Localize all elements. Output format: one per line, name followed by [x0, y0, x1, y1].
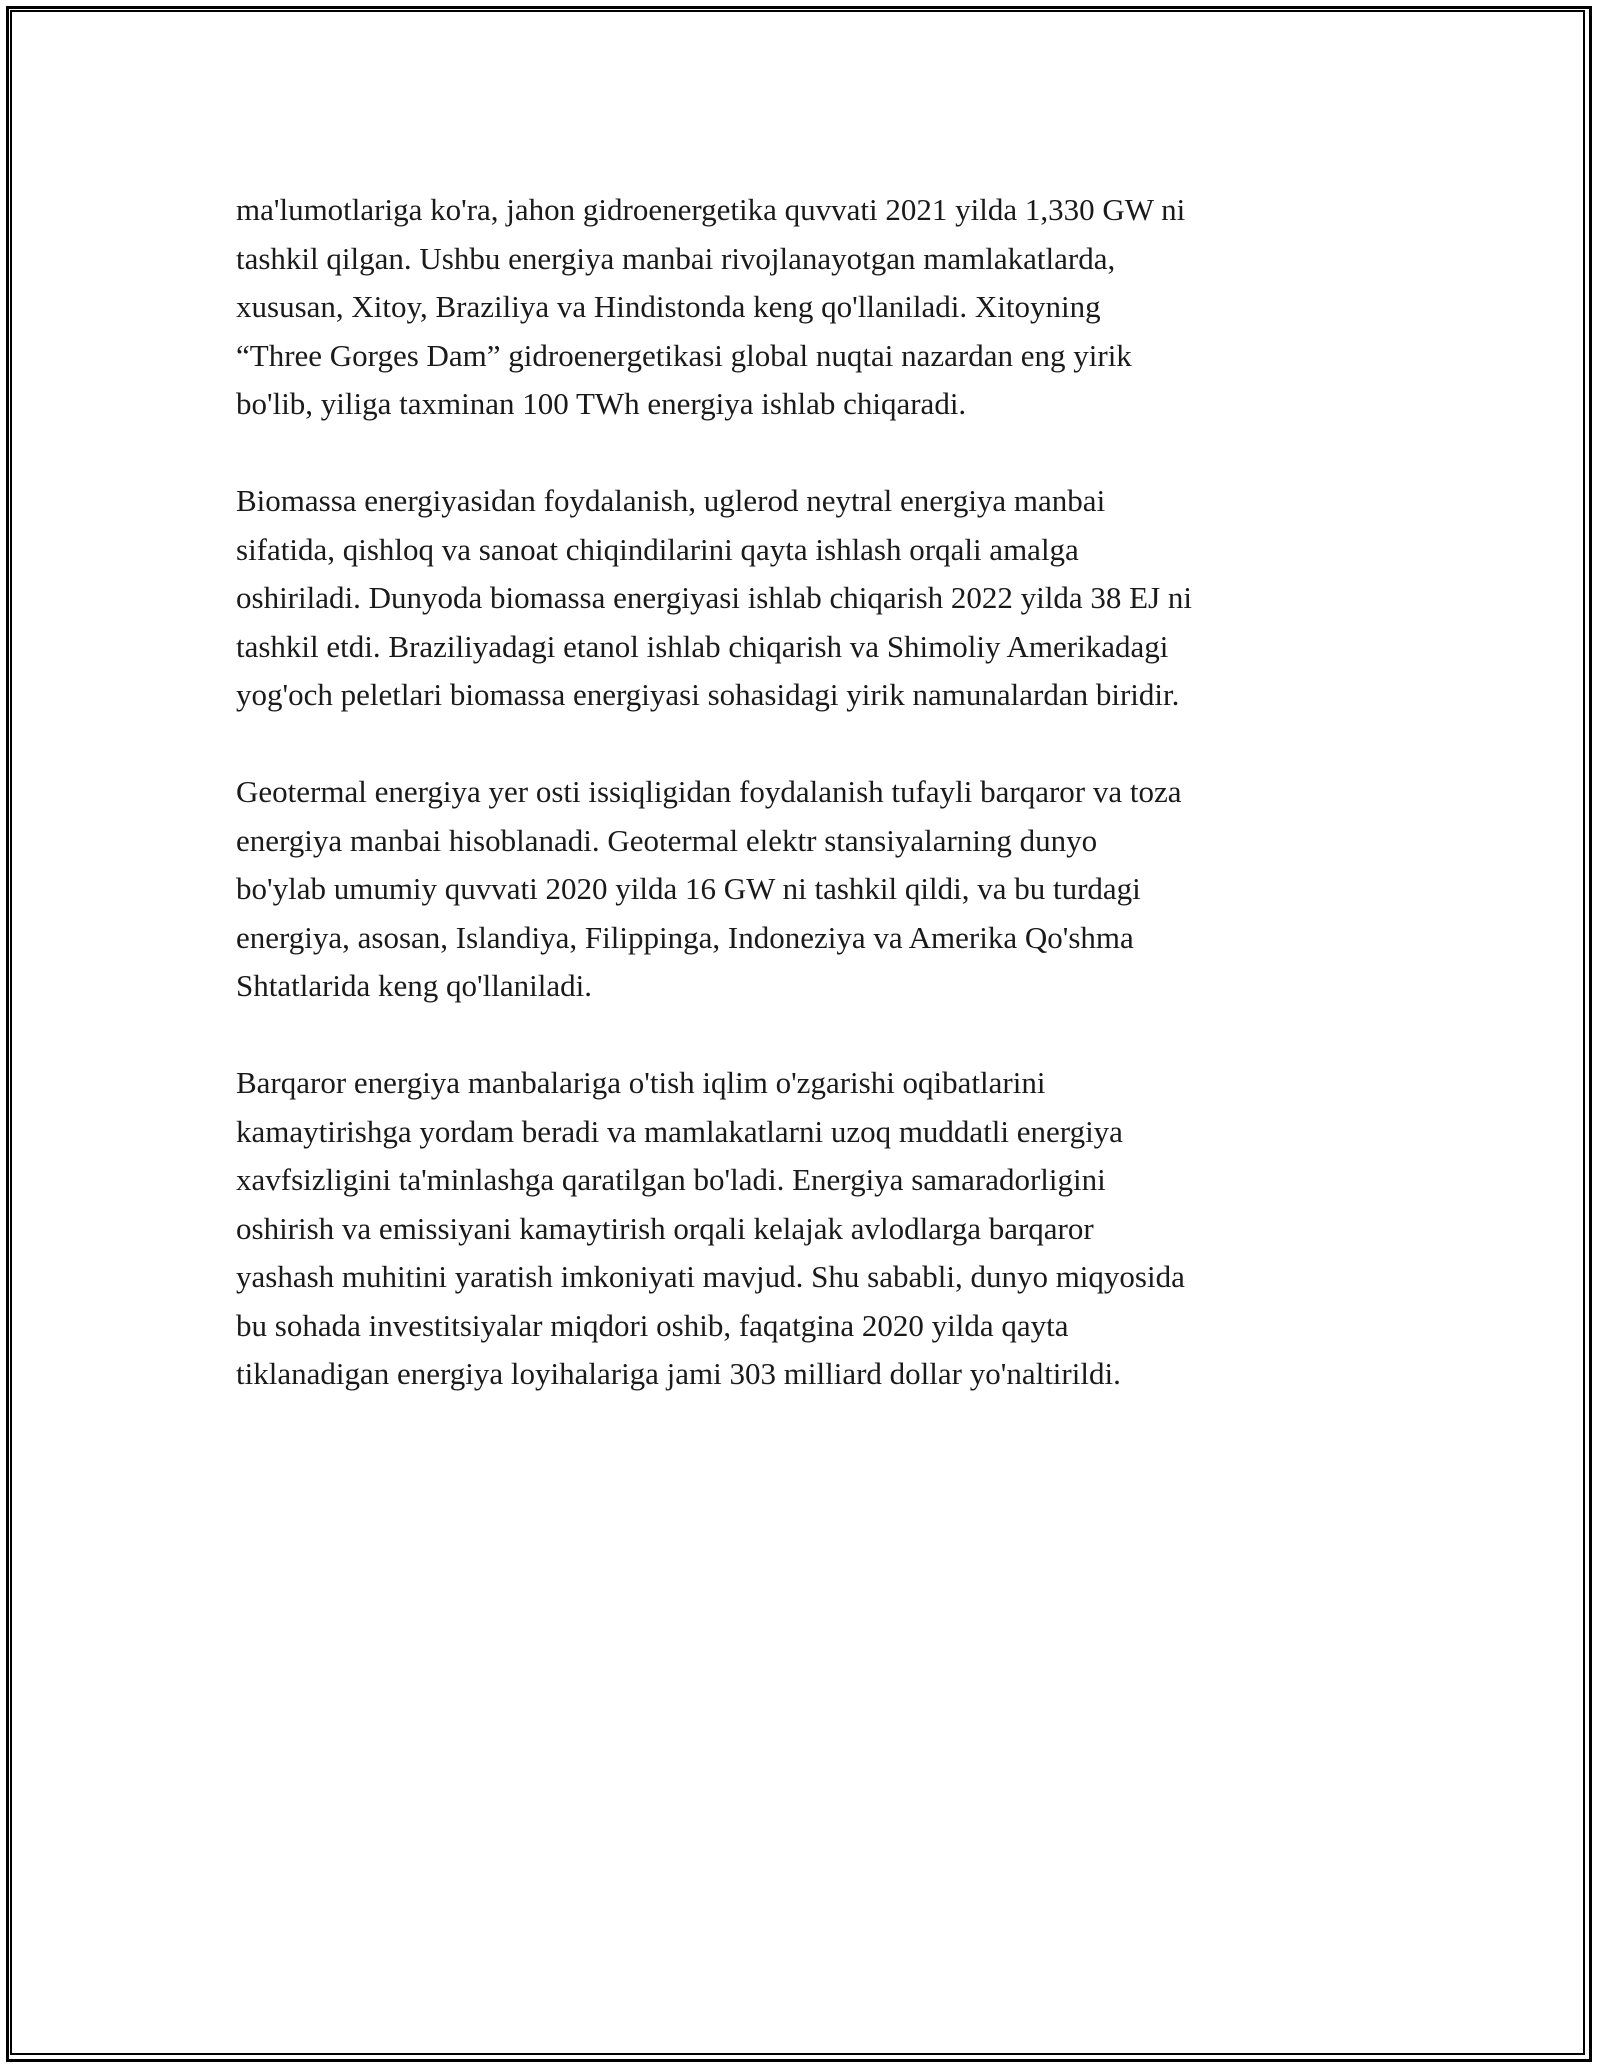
paragraph-hydropower: ma'lumotlariga ko'ra, jahon gidroenergetika quvvati 2021 yilda 1,330 GW ni tashkil qilgan. Ushbu energiya manbai rivojlanayotgan mamlakatlarda, xususan, Xitoy, Braziliya va Hindistonda keng qo'llaniladi. Xitoyning “Three Gorges Dam” gidroenergetikasi global nuqtai nazardan eng yirik bo'lib, yiliga taxminan 100 TWh energiya ishlab chiqaradi.: [236, 192, 1186, 421]
paragraph-sustainable-transition: Barqaror energiya manbalariga o'tish iqlim o'zgarishi oqibatlarini kamaytirishga yordam beradi va mamlakatlarni uzoq muddatli energiya xavfsizligini ta'minlashga qaratilgan bo'ladi. Energiya samaradorligini oshirish va emissiyani kamaytirish orqali kelajak avlodlarga barqaror yashash muhitini yaratish imkoniyati mavjud. Shu sababli, dunyo miqyosida bu sohada investitsiyalar miqdori oshib, faqatgina 2020 yilda qayta tiklanadigan energiya loyihalariga jami 303 milliard dollar yo'naltirildi.: [236, 1065, 1185, 1391]
paragraph-biomass: Biomassa energiyasidan foydalanish, uglerod neytral energiya manbai sifatida, qishloq va sanoat chiqindilarini qayta ishlash orqali amalga oshiriladi. Dunyoda biomassa energiyasi ishlab chiqarish 2022 yilda 38 EJ ni tashkil etdi. Braziliyadagi etanol ishlab chiqarish va Shimoliy Amerikadagi yog'och peletlari biomassa energiyasi sohasidagi yirik namunalardan biridir.: [236, 483, 1192, 712]
paragraph-geothermal: Geotermal energiya yer osti issiqligidan foydalanish tufayli barqaror va toza energiya manbai hisoblanadi. Geotermal elektr stansiyalarning dunyo bo'ylab umumiy quvvati 2020 yilda 16 GW ni tashkil qildi, va bu turdagi energiya, asosan, Islandiya, Filippinga, Indoneziya va Amerika Qo'shma Shtatlarida keng qo'llaniladi.: [236, 774, 1182, 1003]
document-body: [236, 186, 1386, 1447]
